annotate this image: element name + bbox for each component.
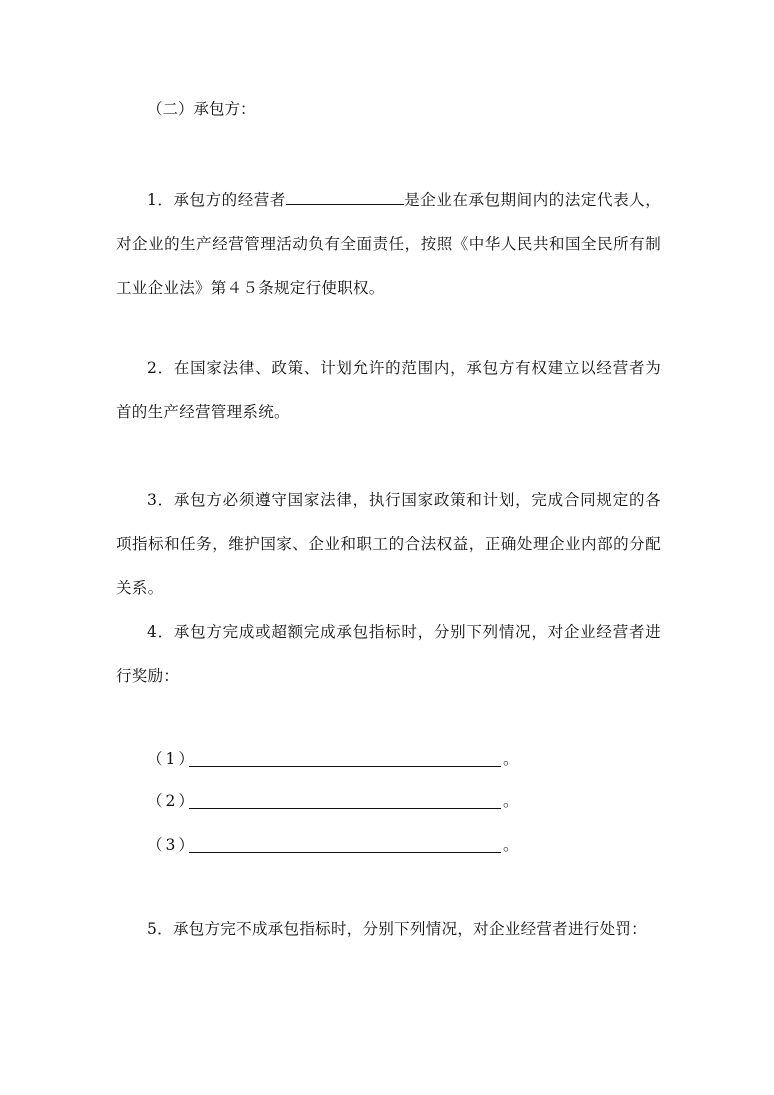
reward-item-3-blank[interactable] bbox=[189, 838, 501, 853]
reward-item-1-blank[interactable] bbox=[189, 752, 501, 767]
reward-item-3-end: 。 bbox=[503, 836, 519, 854]
reward-item-2-blank[interactable] bbox=[189, 794, 501, 809]
clause-4: 4．承包方完成或超额完成承包指标时，分别下列情况，对企业经营者进行奖励： bbox=[116, 623, 661, 685]
operator-name-blank[interactable] bbox=[286, 188, 404, 205]
reward-item-1-label: （1） bbox=[147, 750, 197, 768]
clause-5: 5．承包方完不成承包指标时，分别下列情况，对企业经营者进行处罚： bbox=[147, 920, 647, 938]
reward-item-1-end: 。 bbox=[503, 750, 519, 768]
clause-1-text-before: 1．承包方的经营者 bbox=[147, 191, 286, 209]
reward-item-2-end: 。 bbox=[503, 792, 519, 810]
section-heading: （二）承包方： bbox=[147, 100, 256, 118]
reward-item-3-label: （3） bbox=[147, 836, 197, 854]
reward-item-2 bbox=[147, 789, 527, 813]
reward-item-3 bbox=[147, 833, 527, 857]
reward-item-1 bbox=[147, 747, 527, 771]
clause-1-text-after: 是企业在承包期间内的法定代表人，对企业的生产经营管理活动负有全面责任，按照《中华人民共和国全民所有制工业企业法》第４５条规定行使职权。 bbox=[116, 191, 661, 297]
clause-3: 3．承包方必须遵守国家法律，执行国家政策和计划，完成合同规定的各项指标和任务，维护国家、企业和职工的合法权益，正确处理企业内部的分配关系。 bbox=[116, 491, 661, 597]
clause-2: 2．在国家法律、政策、计划允许的范围内，承包方有权建立以经营者为首的生产经营管理系统。 bbox=[116, 359, 661, 421]
reward-item-2-label: （2） bbox=[147, 792, 197, 810]
clause-1 bbox=[116, 178, 661, 310]
